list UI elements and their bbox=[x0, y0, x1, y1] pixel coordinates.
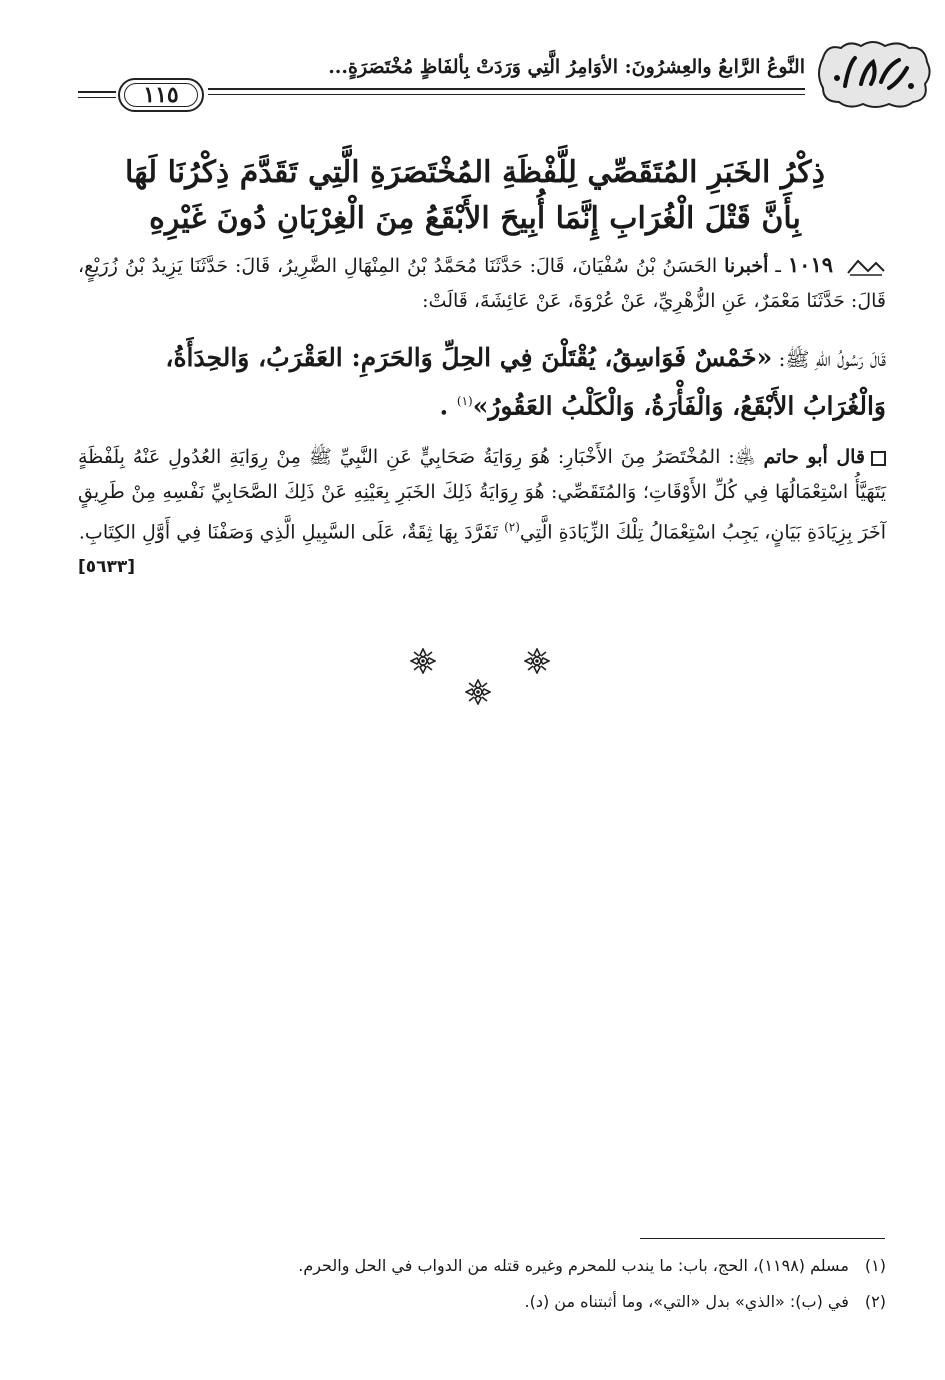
page-number-frame bbox=[118, 78, 204, 112]
hadith-matn bbox=[78, 337, 886, 427]
footnote-mark: (٢) bbox=[864, 1292, 886, 1311]
running-title: النَّوعُ الرَّابعُ والعِشرُونَ: الأوَامِرُ الَّتِي وَرَدَتْ بِألفَاظٍ مُخْتَصَرَةٍ... bbox=[328, 56, 805, 78]
footnote bbox=[78, 1248, 886, 1284]
page-number: ١١٥ bbox=[143, 82, 179, 108]
header-rule-left bbox=[78, 97, 116, 98]
narration-label: أخبرنا bbox=[724, 255, 769, 277]
chapter-heading-line: بِأَنَّ قَتْلَ الْغُرَابِ إِنَّمَا أُبِيحَ الأَبْقَعُ مِنَ الْغِرْبَانِ دُونَ غَيْرِهِ bbox=[149, 201, 801, 236]
commentary-paragraph bbox=[78, 440, 886, 585]
reference-number: [٥٦٣٣] bbox=[78, 557, 136, 578]
isnad-text: الحَسَنُ بْنُ سُفْيَانَ، قَالَ: حَدَّثَنَا مُحَمَّدُ بْنُ المِنْهَالِ الضَّرِيرُ، قَالَ: حَدَّثَنَا يَزِيدُ بْنُ زُرَيْعٍ، قَالَ: حَدَّثَنَا مَعْمَرٌ، عَنِ الزُّهْرِيِّ، عَنْ عُرْوَةَ، عَنْ عَائِشَةَ، قَالَتْ: bbox=[78, 255, 886, 312]
footnote bbox=[78, 1284, 886, 1320]
commentary-text: تَفَرَّدَ بِهَا ثِقَةٌ، عَلَى السَّبِيلِ الَّذِي وَصَفْنَا فِي أَوَّلِ الكِتَابِ. bbox=[78, 521, 505, 544]
calligraphic-seal-icon bbox=[815, 38, 933, 110]
matn-end: . bbox=[439, 391, 457, 421]
hadith-dash: ـ bbox=[768, 255, 788, 277]
hadith-number: ١٠١٩ bbox=[787, 252, 834, 277]
footnote-ref[interactable]: (١) bbox=[456, 394, 473, 408]
chapter-heading bbox=[70, 150, 880, 242]
commentary-text: : المُخْتَصَرُ مِنَ الأَخْبَارِ: هُوَ رِوَايَةُ صَحَابِيٍّ عَنِ النَّبِيِّ ﷺ مِنْ رِوَايَةِ العُدُولِ عَنْهُ بِلَفْظَةٍ يَتَهَيَّأُ اسْتِعْمَالُهَا فِي كُلِّ الأَوْقَاتِ؛ وَالمُتَقَصِّي: هُوَ رِوَايَةُ ذَلِكَ الخَبَرِ بِعَيْنِهِ عَنْ ذَلِكَ الصَّحَابِيِّ نَفْسِهِ مِنْ طَرِيقٍ آخَرَ بِزِيَادَةِ بَيَانٍ، يَجِبُ اسْتِعْمَالُ تِلْكَ الزِّيَادَةِ الَّتِي bbox=[78, 446, 886, 544]
hadith-isnad bbox=[78, 247, 886, 319]
footnote-ref[interactable]: (٢) bbox=[504, 520, 520, 534]
matn-text: «خَمْسٌ فَوَاسِقُ، يُقْتَلْنَ فِي الحِلِّ وَالحَرَمِ: العَقْرَبُ، وَالحِدَأَةُ، وَالْغُرَابُ الأَبْقَعُ، وَالْفَأْرَةُ، وَالْكَلْبُ العَقُورُ» bbox=[165, 343, 886, 421]
footnote-separator bbox=[640, 1238, 885, 1239]
hadith-marker-icon bbox=[846, 257, 886, 277]
floral-ornament-icon bbox=[465, 679, 491, 705]
page-header bbox=[78, 38, 933, 118]
commentary-speaker: قال أبو حاتم bbox=[763, 446, 865, 468]
header-rule bbox=[208, 88, 805, 90]
footnote-mark: (١) bbox=[864, 1256, 886, 1275]
square-bullet-icon bbox=[871, 451, 886, 466]
honorific: ﵁ bbox=[734, 446, 764, 468]
footnote-text: في (ب): «الذي» بدل «التي»، وما أثبتناه من (د). bbox=[524, 1292, 849, 1311]
floral-ornament-icon bbox=[410, 648, 436, 674]
chapter-heading-line: ذِكْرُ الخَبَرِ المُتَقَصِّي لِلَّفْظَةِ المُخْتَصَرَةِ الَّتِي تَقَدَّمَ ذِكْرُنَا لَهَا bbox=[125, 155, 825, 190]
footnotes bbox=[78, 1248, 886, 1320]
floral-ornament-icon bbox=[524, 648, 550, 674]
footnote-text: مسلم (١١٩٨)، الحج، باب: ما يندب للمحرم وغيره قتله من الدواب في الحل والحرم. bbox=[298, 1256, 849, 1275]
header-rule bbox=[208, 94, 805, 95]
matn-intro: قَالَ رَسُولُ اللهِ ﷺ: bbox=[772, 347, 886, 371]
header-rule-left bbox=[78, 91, 116, 93]
section-ornaments bbox=[0, 645, 945, 705]
